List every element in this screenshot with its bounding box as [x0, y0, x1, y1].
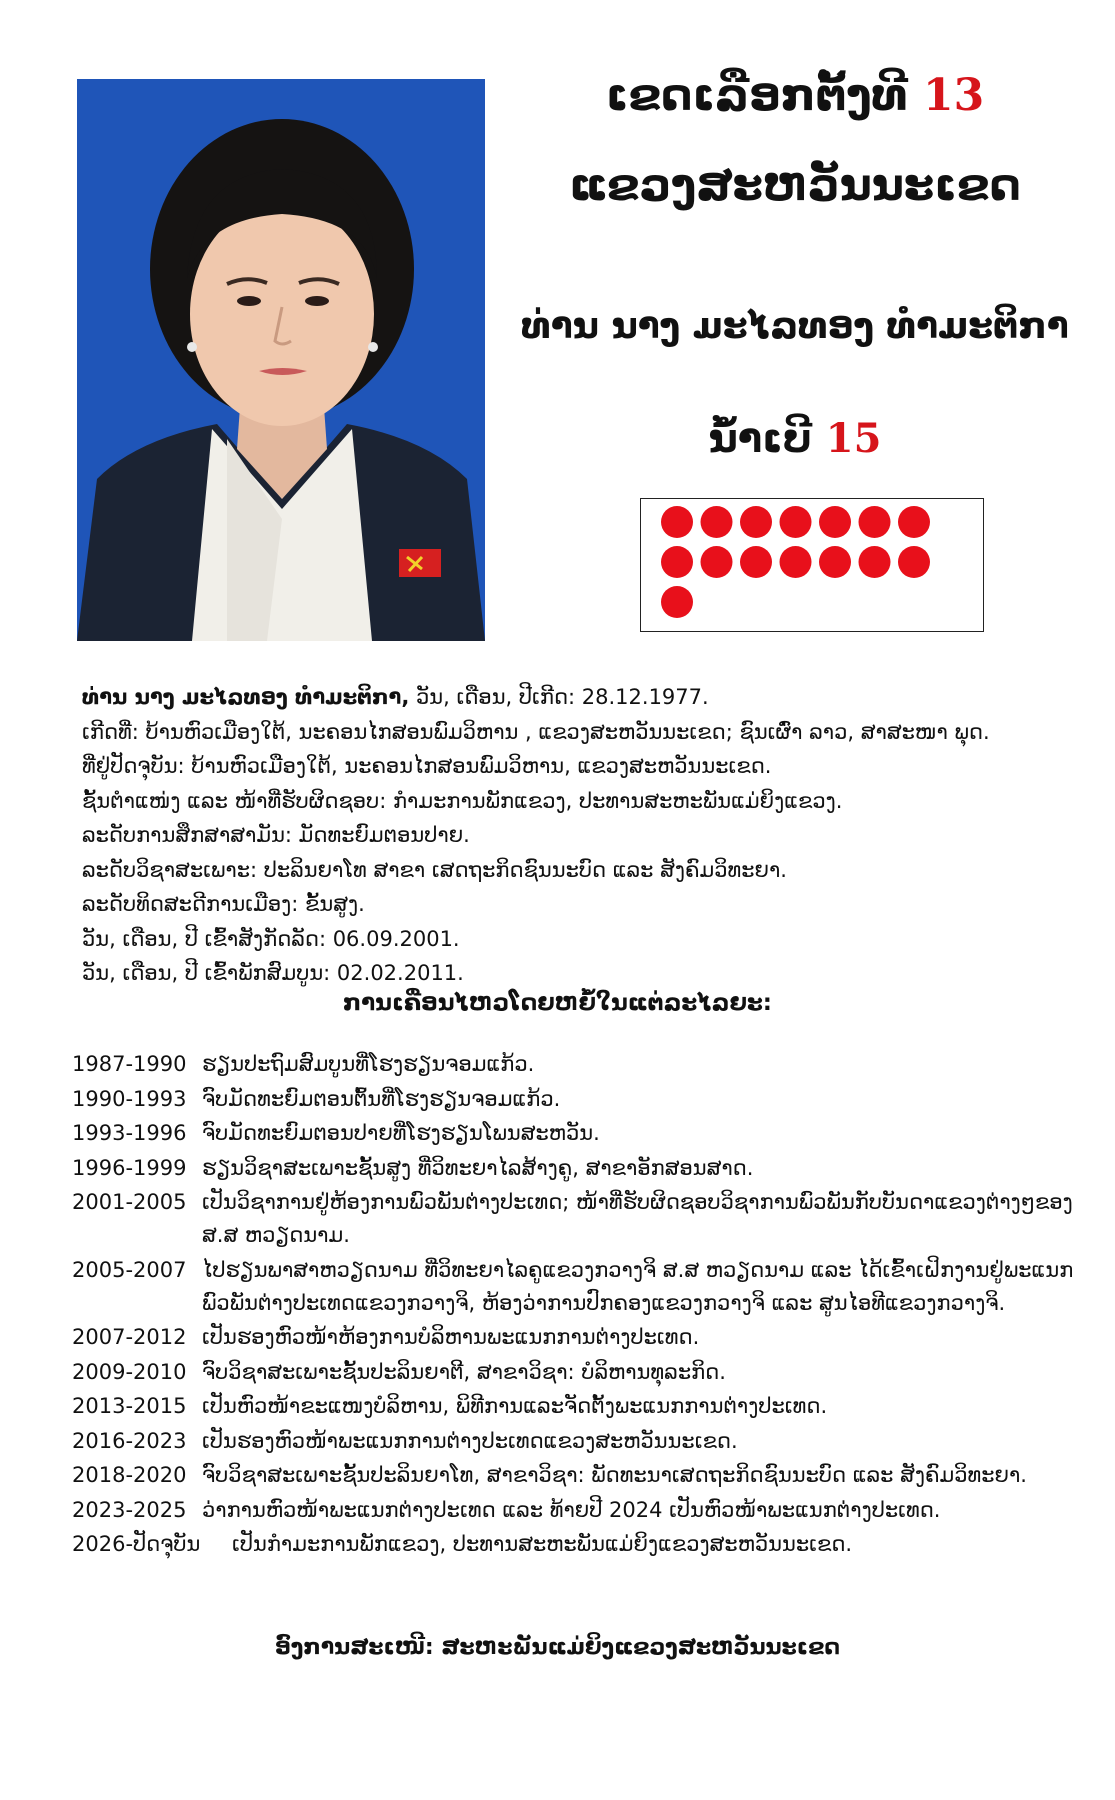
candidate-photo [77, 79, 485, 641]
timeline-years: 1996-1999 [72, 1155, 187, 1180]
timeline-years: 1987-1990 [72, 1052, 187, 1076]
timeline-years: 2016-2023 [72, 1428, 187, 1453]
proposer: ອົງການສະເໜີ: ສະຫະພັນແມ່ຍິງແຂວງສະຫວັນນະເຂດ [274, 1635, 841, 1660]
timeline-row [72, 1254, 1102, 1320]
timeline-years: 1990-1993 [72, 1086, 187, 1111]
tally-dot [780, 506, 812, 538]
timeline-text: ຈົບມັດທະຍົມຕອນຕົ້ນທີ່ໂຮງຮຽນຈອມແກ້ວ. [202, 1086, 561, 1111]
tally-dot [780, 546, 812, 578]
timeline-row [72, 1425, 1102, 1458]
timeline-text: ເປັນວິຊາການຢູ່ຫ້ອງການພົວພັນຕ່າງປະເທດ; ໜ້າທີ່ຮັບຜິດຊອບວິຊາການພົວພັນກັບບັນດາແຂວງຕ່າງໆຂອງ ສ.ສ ຫວຽດນາມ. [202, 1190, 1073, 1247]
candidate-name: ທ່ານ ນາງ ມະໄລທອງ ທຳມະຕິກາ [521, 306, 1069, 347]
timeline-text: ຮຽນປະຖົມສົມບູນທີ່ໂຮງຮຽນຈອມແກ້ວ. [202, 1052, 535, 1076]
portrait-illustration [77, 79, 485, 641]
timeline-row [72, 1083, 1102, 1116]
tally-dot [898, 506, 930, 538]
bio-education: ລະດັບການສຶກສາສາມັນ: ມັດທະຍົມຕອນປາຍ. [82, 823, 470, 847]
tally-dot [701, 506, 733, 538]
timeline-text: ເປັນຮອງຫົວໜ້າຫ້ອງການບໍລິຫານພະແນກການຕ່າງປະເທດ. [202, 1325, 700, 1349]
constituency-title [500, 70, 1090, 123]
timeline [72, 1048, 1102, 1563]
tally-dot [661, 506, 693, 538]
tally-dot [701, 546, 733, 578]
timeline-years: 2026-ປັດຈຸບັນ [72, 1532, 201, 1556]
bio-political-theory: ລະດັບທິດສະດີການເມືອງ: ຂັ້ນສູງ. [82, 892, 365, 916]
tally-dot [740, 506, 772, 538]
constituency-number: 13 [922, 70, 985, 121]
bio-birthplace: ເກີດທີ່: ບ້ານຫົວເມືອງໃຕ້, ນະຄອນໄກສອນພົມວິຫານ , ແຂວງສະຫວັນນະເຂດ; ຊົນເຜົ່າ ລາວ, ສາສະໜາ ພຸດ. [82, 719, 990, 744]
timeline-text: ຮຽນວິຊາສະເພາະຊັ້ນສູງ ທີ່ວິທະຍາໄລສ້າງຄູ, ສາຂາອັກສອນສາດ. [202, 1155, 754, 1180]
tally-dot [859, 546, 891, 578]
timeline-title: ການເຄື່ອນໄຫວໂດຍຫຍໍ້ໃນແຕ່ລະໄລຍະ: [342, 990, 772, 1016]
timeline-row [72, 1117, 1102, 1150]
candidate-number-title [500, 415, 1090, 463]
constituency-label: ເຂດເລືອກຕັ້ງທີ [605, 70, 908, 121]
tally-dot [740, 546, 772, 578]
timeline-text: ຈົບວິຊາສະເພາະຊັ້ນປະລິນຍາໂທ, ສາຂາວິຊາ: ພັດທະນາເສດຖະກິດຊົນນະບົດ ແລະ ສັງຄົມວິທະຍາ. [202, 1463, 1027, 1487]
timeline-row [72, 1186, 1102, 1252]
timeline-row [72, 1528, 1102, 1561]
timeline-row [72, 1152, 1102, 1185]
tally-dot [661, 546, 693, 578]
bio-specialization: ລະດັບວິຊາສະເພາະ: ປະລິນຍາໂທ ສາຂາ ເສດຖະກິດຊົນນະບົດ ແລະ ສັງຄົມວິທະຍາ. [82, 857, 787, 882]
timeline-years: 2001-2005 [72, 1190, 187, 1214]
timeline-years: 2023-2025 [72, 1497, 187, 1522]
tally-dot [898, 546, 930, 578]
timeline-text: ຈົບມັດທະຍົມຕອນປາຍທີ່ໂຮງຮຽນໂພນສະຫວັນ. [202, 1121, 600, 1145]
bio-line-name [82, 680, 1082, 715]
bio-name: ທ່ານ ນາງ ມະໄລທອງ ທຳມະຕິກາ, [82, 685, 410, 709]
timeline-row [72, 1494, 1102, 1527]
candidate-number: 15 [825, 415, 882, 462]
timeline-text: ເປັນກຳມະການພັກແຂວງ, ປະທານສະຫະພັນແມ່ຍິງແຂວງສະຫວັນນະເຂດ. [232, 1532, 853, 1556]
timeline-text: ເປັນຫົວໜ້າຂະແໜງບໍລິຫານ, ພິທີການແລະຈັດຕັ້ງພະແນກການຕ່າງປະເທດ. [202, 1394, 828, 1418]
tally-dot [661, 586, 693, 618]
province-title: ແຂວງສະຫວັນນະເຂດ [569, 160, 1021, 211]
bio-birthdate: ວັນ, ເດືອນ, ປີເກີດ: 28.12.1977. [409, 685, 709, 709]
bio-party-entry: ວັນ, ເດືອນ, ປີ ເຂົ້າພັກສົມບູນ: 02.02.2011. [82, 961, 464, 985]
timeline-row [72, 1459, 1102, 1492]
timeline-years: 2013-2015 [72, 1394, 187, 1418]
timeline-text: ວ່າການຫົວໜ້າພະແນກຕ່າງປະເທດ ແລະ ທ້າຍປີ 2024 ເປັນຫົວໜ້າພະແນກຕ່າງປະເທດ. [202, 1497, 941, 1522]
bio-position: ຊັ້ນຕຳແໜ່ງ ແລະ ໜ້າທີ່ຮັບຜິດຊອບ: ກຳມະການພັກແຂວງ, ປະທານສະຫະພັນແມ່ຍິງແຂວງ. [82, 788, 843, 813]
biography [82, 680, 1082, 991]
timeline-row [72, 1390, 1102, 1423]
timeline-row [72, 1048, 1102, 1081]
tally-dot [819, 506, 851, 538]
bio-state-entry: ວັນ, ເດືອນ, ປີ ເຂົ້າສັງກັດລັດ: 06.09.2001. [82, 926, 460, 951]
timeline-text: ຈົບວິຊາສະເພາະຊັ້ນປະລິນຍາຕີ, ສາຂາວິຊາ: ບໍລິຫານທຸລະກິດ. [202, 1359, 726, 1384]
tally-dots [641, 499, 982, 630]
number-tally-box [640, 498, 984, 632]
timeline-row [72, 1321, 1102, 1354]
number-label: ນ້ຳເບີ [708, 416, 812, 462]
bio-address: ທີ່ຢູ່ປັດຈຸບັນ: ບ້ານຫົວເມືອງໃຕ້, ນະຄອນໄກສອນພົມວິຫານ, ແຂວງສະຫວັນນະເຂດ. [82, 754, 772, 778]
timeline-text: ໄປຮຽນພາສາຫວຽດນາມ ທີ່ວິທະຍາໄລຄູແຂວງກວາງຈິ ສ.ສ ຫວຽດນາມ ແລະ ໄດ້ເຂົ້າເຝິກງານຢູ່ພະແນກພົວພັນຕ່າງປະເທດແຂວງກວາງຈິ, ຫ້ອງວ່າການປົກຄອງແຂວງກວາງຈິ ແລະ ສູນໄອທີແຂວງກວາງຈິ. [202, 1257, 1074, 1315]
timeline-years: 2005-2007 [72, 1257, 187, 1282]
timeline-years: 2018-2020 [72, 1463, 187, 1487]
timeline-text: ເປັນຮອງຫົວໜ້າພະແນກການຕ່າງປະເທດແຂວງສະຫວັນນະເຂດ. [202, 1428, 738, 1453]
tally-dot [819, 546, 851, 578]
timeline-row [72, 1356, 1102, 1389]
timeline-years: 1993-1996 [72, 1121, 187, 1145]
timeline-years: 2009-2010 [72, 1359, 187, 1384]
timeline-years: 2007-2012 [72, 1325, 187, 1349]
tally-dot [859, 506, 891, 538]
